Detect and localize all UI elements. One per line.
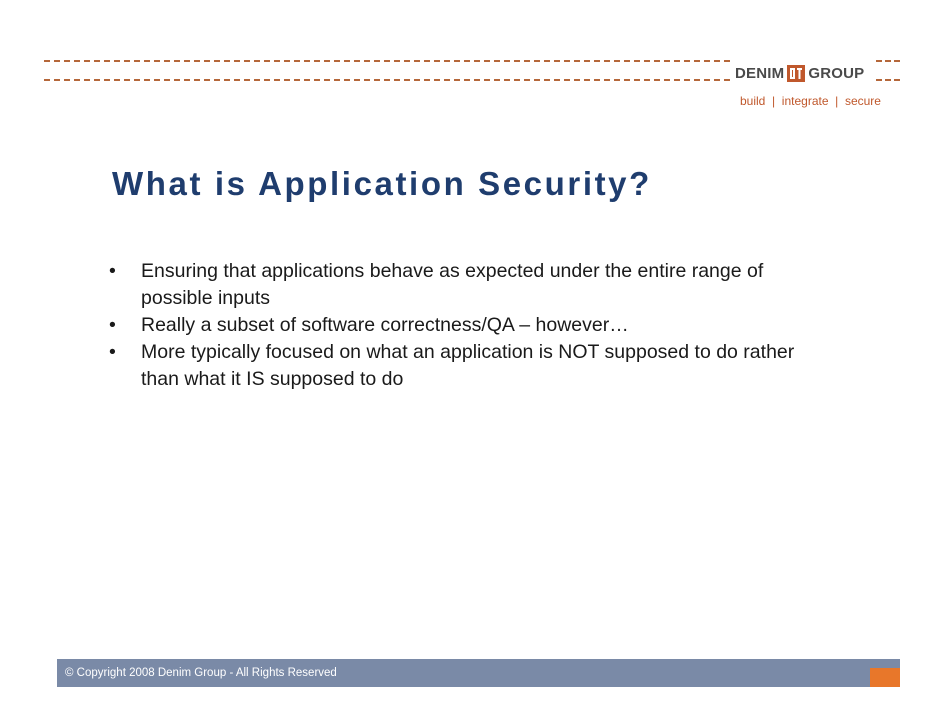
bullet-item: [107, 258, 827, 312]
bullet-list: [107, 258, 827, 393]
header-dashed-line-bottom-right: [876, 79, 900, 81]
logo-word-denim: DENIM: [735, 64, 785, 82]
logo-word-group: GROUP: [808, 64, 865, 82]
bullet-text: More typically focused on what an application is NOT supposed to do rather than what it IS supposed to do: [141, 341, 795, 390]
bullet-marker: •: [109, 260, 116, 282]
slide-title: What is Application Security?: [112, 165, 652, 202]
header-dashed-line-top: [44, 60, 730, 62]
footer-accent-block: [870, 668, 900, 687]
logo-mark-icon: [787, 65, 805, 82]
bullet-item: [107, 339, 827, 393]
header-dashed-line-top-right: [876, 60, 900, 62]
bullet-item: [107, 312, 827, 339]
bullet-marker: •: [109, 314, 116, 336]
bullet-marker: •: [109, 341, 116, 363]
bullet-text: Really a subset of software correctness/QA – however…: [141, 314, 629, 336]
copyright-text: © Copyright 2008 Denim Group - All Rights Reserved: [65, 667, 337, 679]
denim-group-logo: [735, 63, 875, 83]
header-dashed-line-bottom: [44, 79, 730, 81]
bullet-text: Ensuring that applications behave as expected under the entire range of possible inputs: [141, 260, 764, 309]
logo-tagline: build | integrate | secure: [740, 94, 881, 108]
footer-bar: [57, 659, 900, 687]
